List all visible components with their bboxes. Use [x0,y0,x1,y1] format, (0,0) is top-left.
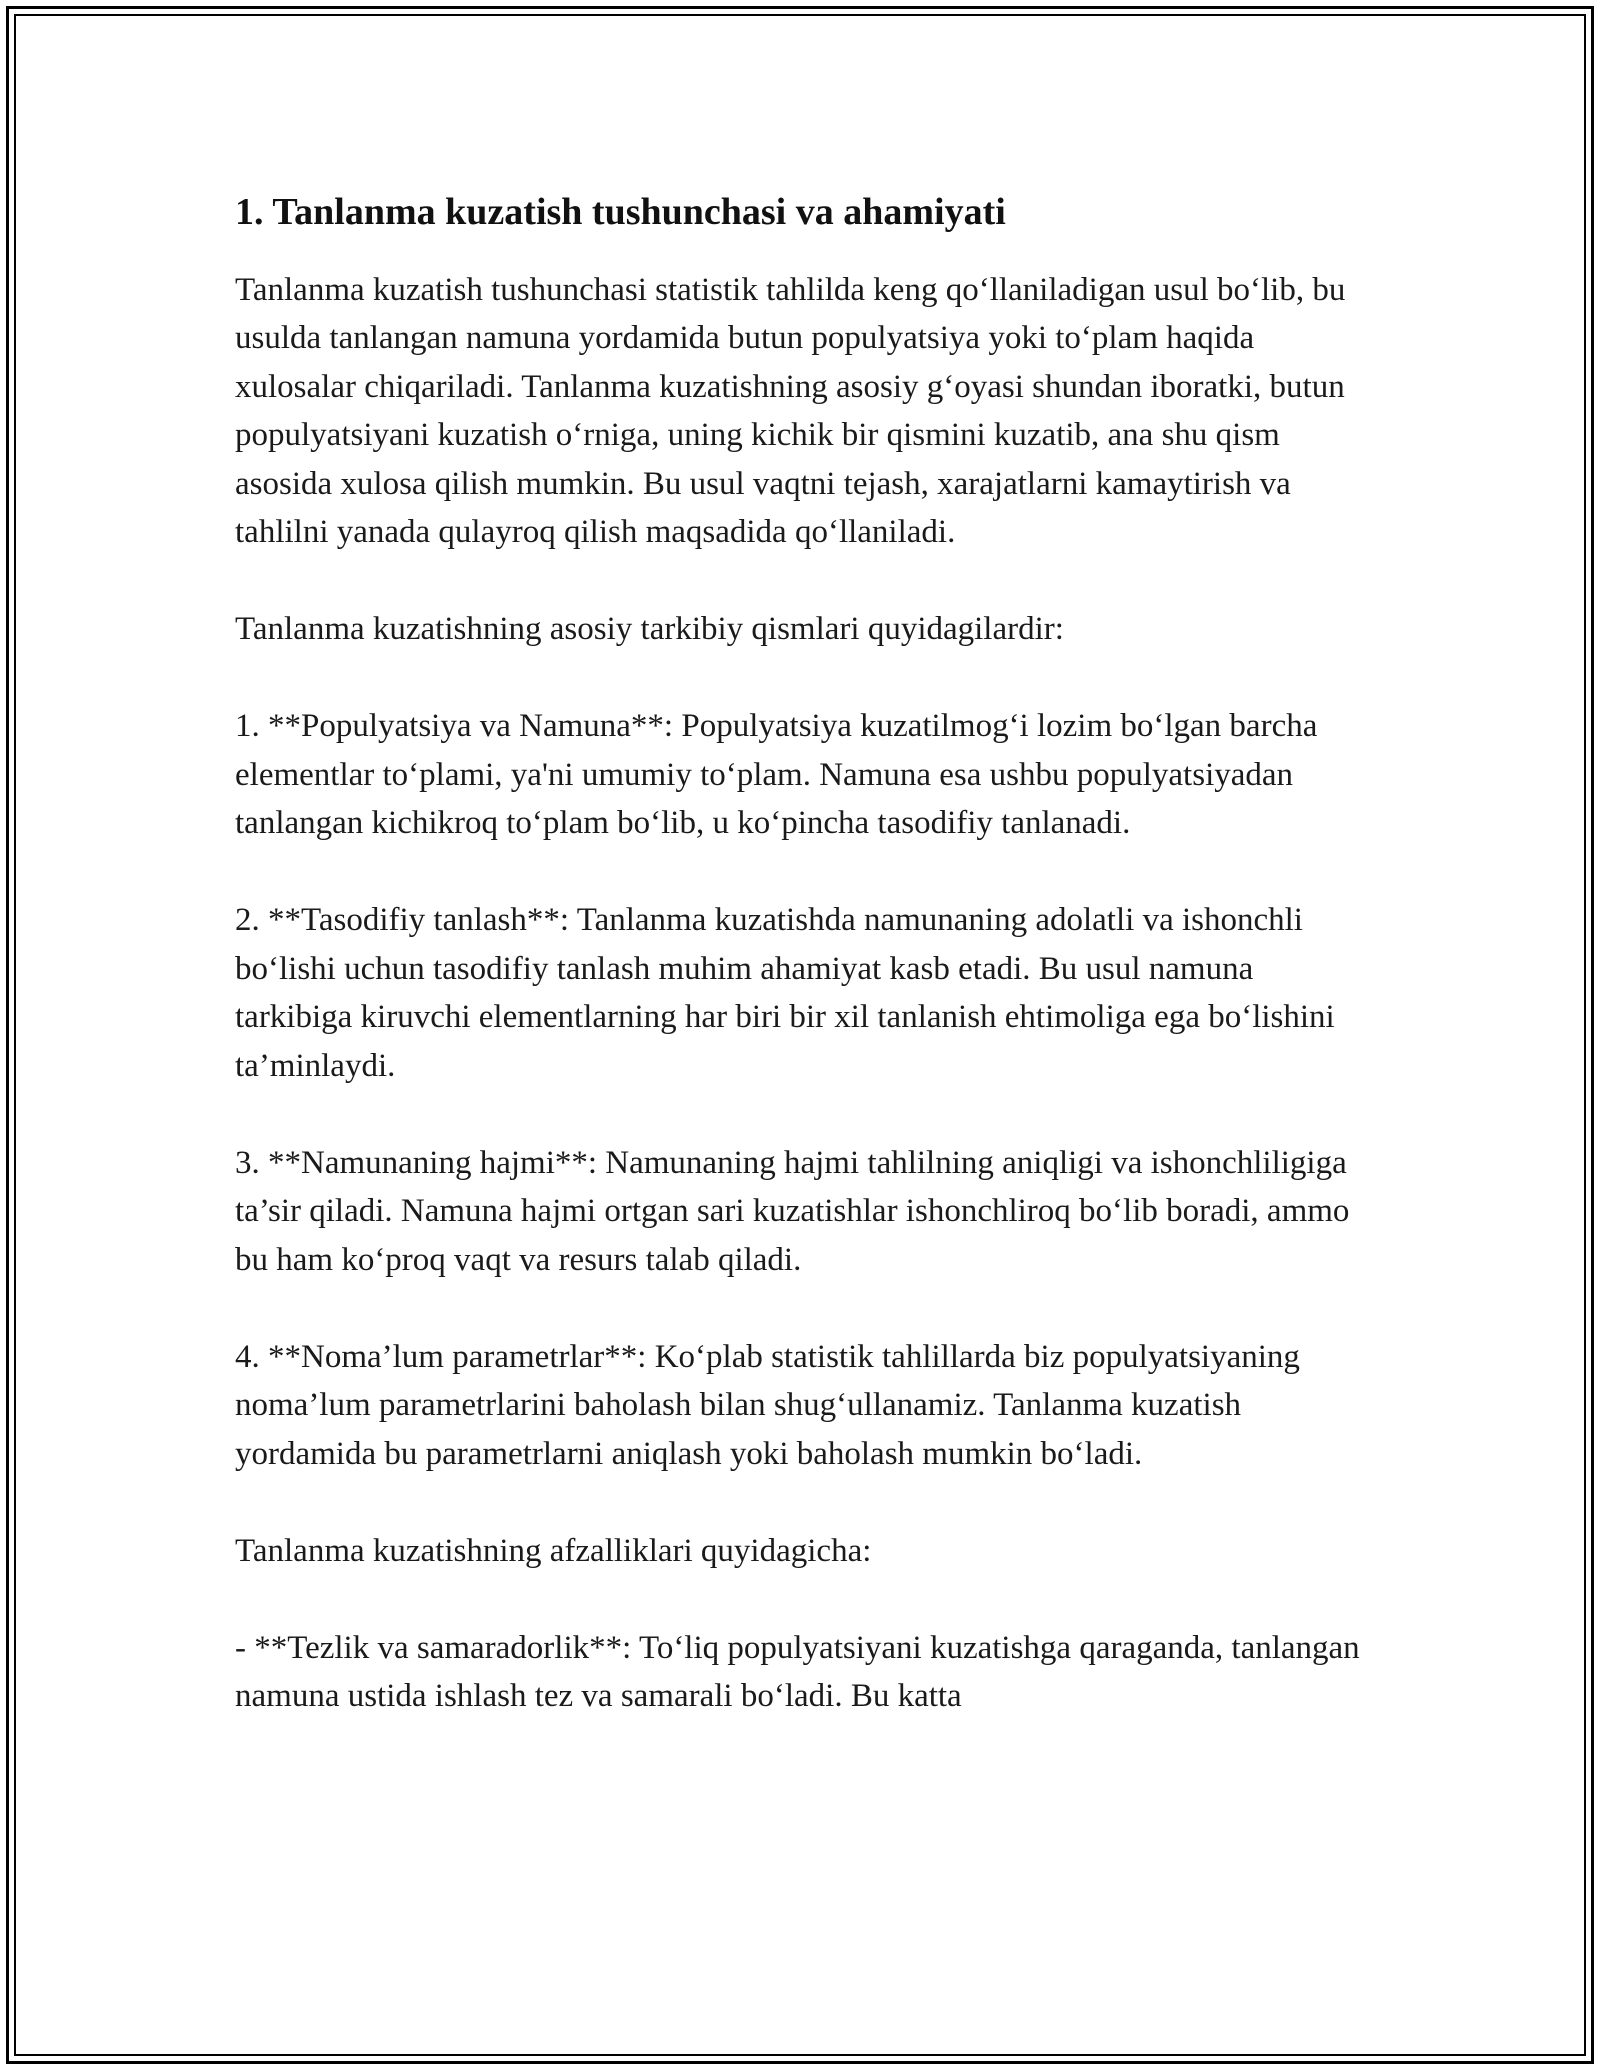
list-item-unknown-parameters: 4. **Noma’lum parametrlar**: Ko‘plab statistik tahlillarda biz populyatsiyaning noma’lum parametrlarini baholash bilan shug‘ullanamiz. Tanlanma kuzatish yordamida bu parametrlarni aniqlash yoki baholash mumkin bo‘ladi. [235,1338,1300,1472]
list-item-sample-size: 3. **Namunaning hajmi**: Namunaning hajmi tahlilning aniqligi va ishonchliligiga ta’sir qiladi. Namuna hajmi ortgan sari kuzatishlar ishonchliroq bo‘lib boradi, ammo bu ham ko‘proq vaqt va resurs talab qiladi. [235,1144,1350,1278]
list-item-random-selection: 2. **Tasodifiy tanlash**: Tanlanma kuzatishda namunaning adolatli va ishonchli bo‘lishi uchun tasodifiy tanlash muhim ahamiyat kasb etadi. Bu usul namuna tarkibiga kiruvchi elementlarning har biri bir xil tanlanish ehtimoliga ega bo‘lishini ta’minlaydi. [235,902,1335,1084]
paragraph-components-lead: Tanlanma kuzatishning asosiy tarkibiy qismlari quyidagilardir: [235,611,1064,648]
paragraph-intro: Tanlanma kuzatish tushunchasi statistik tahlilda keng qo‘llaniladigan usul bo‘lib, bu usulda tanlangan namuna yordamida butun populyatsiya yoki to‘plam haqida xulosalar chiqariladi. Tanlanma kuzatishning asosiy g‘oyasi shundan iboratki, butun populyatsiyani kuzatish o‘rniga, uning kichik bir qismini kuzatib, ana shu qism asosida xulosa qilish mumkin. Bu usul vaqtni tejash, xarajatlarni kamaytirish va tahlilni yanada qulayroq qilish maqsadida qo‘llaniladi. [235,271,1346,551]
section-heading: 1. Tanlanma kuzatish tushunchasi va ahamiyati [235,191,1006,233]
list-item-speed-efficiency: - **Tezlik va samaradorlik**: To‘liq populyatsiyani kuzatishga qaraganda, tanlangan namuna ustida ishlash tez va samarali bo‘ladi. Bu katta [235,1629,1360,1715]
list-item-population-sample: 1. **Populyatsiya va Namuna**: Populyatsiya kuzatilmog‘i lozim bo‘lgan barcha elementlar to‘plami, ya'ni umumiy to‘plam. Namuna esa ushbu populyatsiyadan tanlangan kichikroq to‘plam bo‘lib, u ko‘pincha tasodifiy tanlanadi. [235,708,1318,842]
document-body [235,180,1375,1769]
paragraph-advantages-lead: Tanlanma kuzatishning afzalliklari quyidagicha: [235,1532,872,1569]
